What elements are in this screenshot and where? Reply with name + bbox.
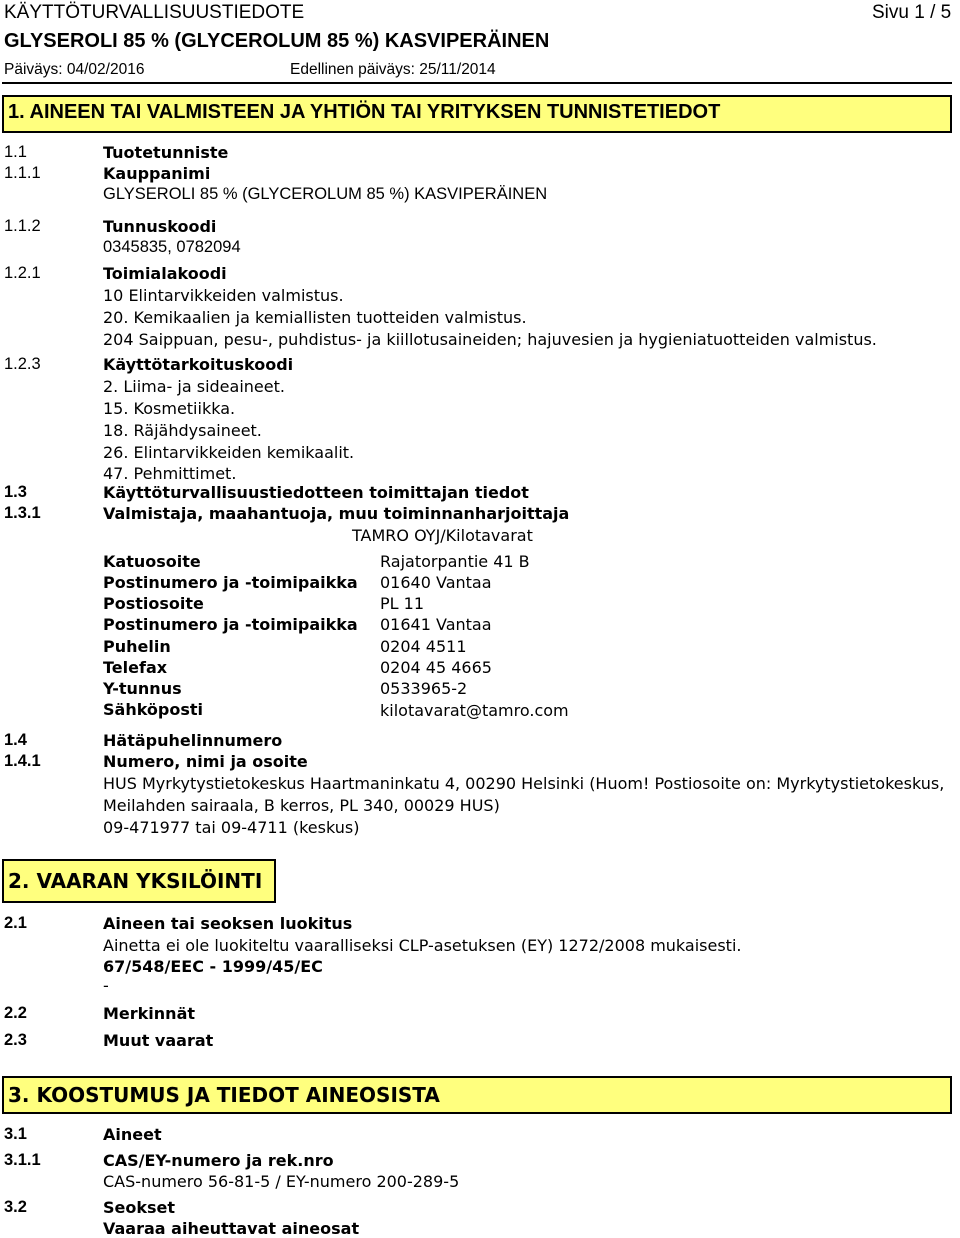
manufacturer-label: Valmistaja, maahantuoja, muu toiminnanharjoittaja bbox=[103, 504, 570, 523]
substances-label: Aineet bbox=[103, 1125, 162, 1144]
field-label: Telefax bbox=[103, 658, 168, 677]
section-number: 1.1.1 bbox=[4, 164, 41, 182]
use-code-label: Käyttötarkoituskoodi bbox=[103, 355, 294, 374]
previous-date: Edellinen päiväys: 25/11/2014 bbox=[290, 61, 496, 78]
hazardous-components-label: Vaaraa aiheuttavat aineosat bbox=[103, 1219, 360, 1238]
document-type: KÄYTTÖTURVALLISUUSTIEDOTE bbox=[4, 2, 305, 23]
section-number: 1.4 bbox=[4, 731, 27, 749]
emergency-contact-label: Numero, nimi ja osoite bbox=[103, 752, 308, 771]
directive-value: - bbox=[103, 976, 109, 995]
section-number: 1.4.1 bbox=[4, 752, 41, 770]
cas-ec-label: CAS/EY-numero ja rek.nro bbox=[103, 1151, 334, 1170]
industry-code-item: 10 Elintarvikkeiden valmistus. bbox=[103, 286, 344, 305]
product-title: GLYSEROLI 85 % (GLYCEROLUM 85 %) KASVIPERÄINEN bbox=[4, 30, 550, 52]
use-code-item: 18. Räjähdysaineet. bbox=[103, 421, 262, 440]
supplier-info-label: Käyttöturvallisuustiedotteen toimittajan tiedot bbox=[103, 483, 529, 502]
section-number: 1.2.1 bbox=[4, 264, 41, 282]
email-link[interactable]: kilotavarat@tamro.com bbox=[380, 701, 569, 720]
directive-label: 67/548/EEC - 1999/45/EC bbox=[103, 957, 323, 976]
use-code-item: 15. Kosmetiikka. bbox=[103, 399, 236, 418]
use-code-item: 47. Pehmittimet. bbox=[103, 464, 237, 483]
field-label: Postinumero ja -toimipaikka bbox=[103, 615, 358, 634]
issue-date: Päiväys: 04/02/2016 bbox=[4, 61, 145, 78]
section-number: 3.1 bbox=[4, 1125, 27, 1143]
industry-code-item: 204 Saippuan, pesu-, puhdistus- ja kiillotusaineiden; hajuvesien ja hygieniatuotteiden valmistus. bbox=[103, 330, 877, 349]
field-label: Y-tunnus bbox=[103, 679, 182, 698]
industry-code-item: 20. Kemikaalien ja kemiallisten tuotteiden valmistus. bbox=[103, 308, 527, 327]
section-number: 2.2 bbox=[4, 1004, 27, 1022]
product-identifier-label: Tuotetunniste bbox=[103, 143, 229, 162]
field-value: 01641 Vantaa bbox=[380, 615, 492, 634]
section-number: 1.2.3 bbox=[4, 355, 41, 373]
section-number: 1.3.1 bbox=[4, 504, 41, 522]
emergency-contact-line: 09-471977 tai 09-4711 (keskus) bbox=[103, 818, 360, 837]
mixtures-label: Seokset bbox=[103, 1198, 176, 1217]
trade-name-label: Kauppanimi bbox=[103, 164, 211, 183]
trade-name-value: GLYSEROLI 85 % (GLYCEROLUM 85 %) KASVIPERÄINEN bbox=[103, 185, 548, 203]
field-value: PL 11 bbox=[380, 594, 425, 613]
field-label: Postinumero ja -toimipaikka bbox=[103, 573, 358, 592]
section-number: 1.3 bbox=[4, 483, 27, 501]
product-code-label: Tunnuskoodi bbox=[103, 217, 217, 236]
header-divider bbox=[2, 82, 952, 84]
section-number: 2.3 bbox=[4, 1031, 27, 1049]
field-label: Postiosoite bbox=[103, 594, 204, 613]
field-label: Puhelin bbox=[103, 637, 171, 656]
field-value: 0204 4511 bbox=[380, 637, 467, 656]
section-number: 3.2 bbox=[4, 1198, 27, 1216]
field-value: 0204 45 4665 bbox=[380, 658, 492, 677]
industry-code-label: Toimialakoodi bbox=[103, 264, 227, 283]
company-name: TAMRO OYJ/Kilotavarat bbox=[352, 526, 533, 545]
section-number: 1.1 bbox=[4, 143, 27, 161]
classification-text: Ainetta ei ole luokiteltu vaaralliseksi CLP-asetuksen (EY) 1272/2008 mukaisesti. bbox=[103, 936, 742, 955]
section-3-title: 3. KOOSTUMUS JA TIEDOT AINEOSISTA bbox=[8, 1083, 440, 1107]
cas-ec-value: CAS-numero 56-81-5 / EY-numero 200-289-5 bbox=[103, 1172, 460, 1191]
section-2-title: 2. VAARAN YKSILÖINTI bbox=[8, 869, 263, 893]
emergency-contact-line: Meilahden sairaala, B kerros, PL 340, 00029 HUS) bbox=[103, 796, 500, 815]
product-code-value: 0345835, 0782094 bbox=[103, 238, 241, 256]
field-label: Sähköposti bbox=[103, 700, 204, 719]
field-value: Rajatorpantie 41 B bbox=[380, 552, 530, 571]
section-number: 1.1.2 bbox=[4, 217, 41, 235]
other-hazards-label: Muut vaarat bbox=[103, 1031, 214, 1050]
use-code-item: 26. Elintarvikkeiden kemikaalit. bbox=[103, 443, 355, 462]
use-code-item: 2. Liima- ja sideaineet. bbox=[103, 377, 285, 396]
emergency-number-label: Hätäpuhelinnumero bbox=[103, 731, 283, 750]
section-number: 2.1 bbox=[4, 914, 27, 932]
page-number: Sivu 1 / 5 bbox=[872, 2, 952, 23]
field-label: Katuosoite bbox=[103, 552, 201, 571]
field-value: 0533965-2 bbox=[380, 679, 468, 698]
labelling-label: Merkinnät bbox=[103, 1004, 196, 1023]
classification-label: Aineen tai seoksen luokitus bbox=[103, 914, 353, 933]
emergency-contact-line: HUS Myrkytystietokeskus Haartmaninkatu 4, 00290 Helsinki (Huom! Postiosoite on: Myrkytystietokeskus, bbox=[103, 774, 945, 793]
section-number: 3.1.1 bbox=[4, 1151, 41, 1169]
section-1-title: 1. AINEEN TAI VALMISTEEN JA YHTIÖN TAI YRITYKSEN TUNNISTETIEDOT bbox=[8, 101, 721, 123]
field-value: 01640 Vantaa bbox=[380, 573, 492, 592]
